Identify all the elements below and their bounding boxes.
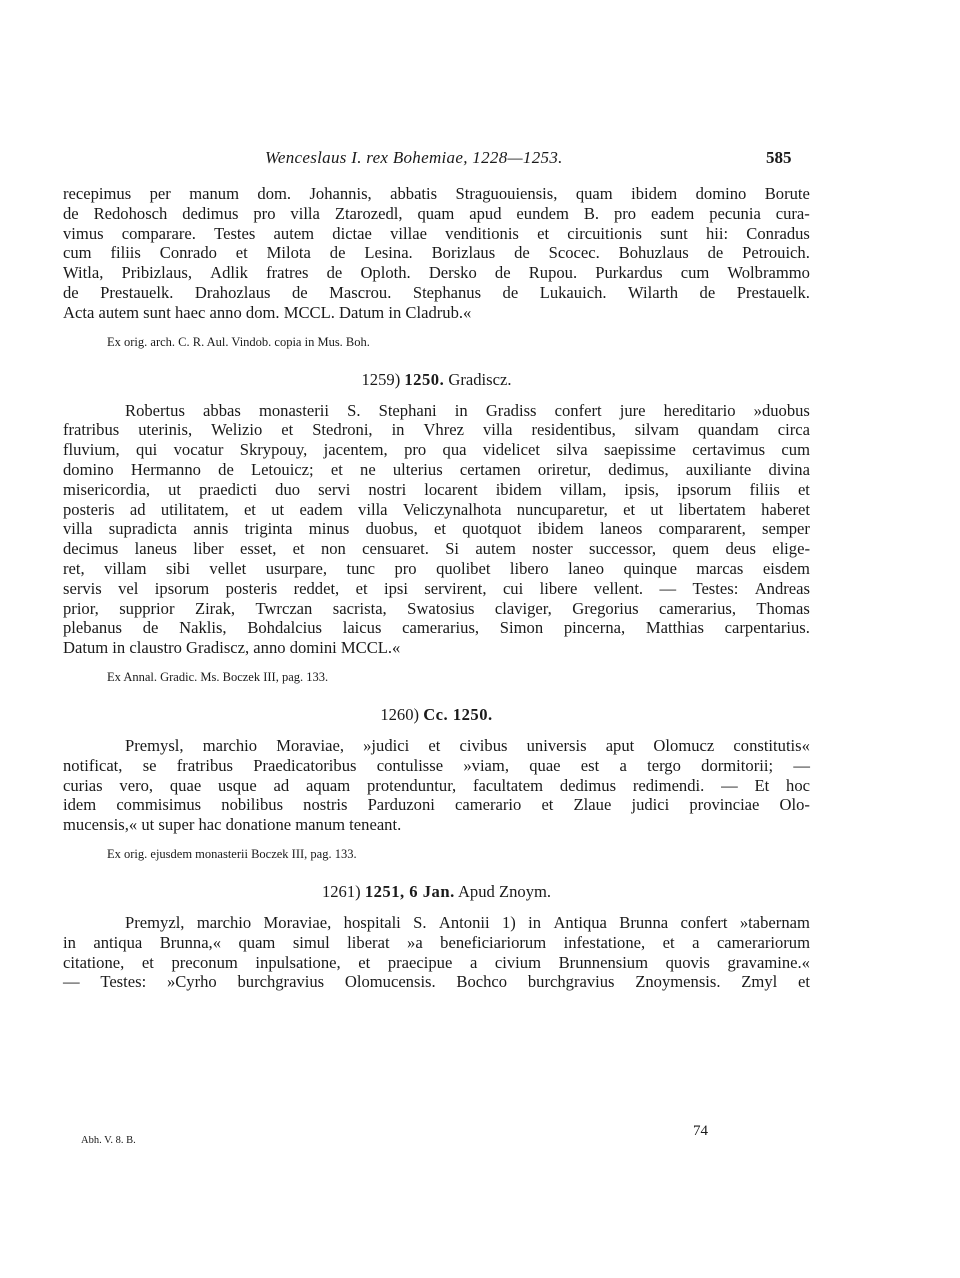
running-title: Wenceslaus I. rex Bohemiae, 1228—1253. [265, 148, 563, 167]
entry-date: 1251, 6 Jan. [364, 881, 455, 901]
text-line: Witla, Pribizlaus, Adlik fratres de Oploth. Dersko de Rupou. Purkardus cum Wolbrammo [63, 263, 810, 283]
text-line: de Prestauelk. Drahozlaus de Mascrou. Stephanus de Lukauich. Wilarth de Prestauelk. [63, 282, 810, 302]
text-line: misericordia, ut praedicti duo servi nostri locarent ibidem villam, ipsis, ipsorum filiis et [63, 479, 810, 499]
entry-text [63, 401, 810, 658]
page-header [0, 148, 960, 170]
sheet-number: 74 [693, 1123, 708, 1139]
text-line: Premysl, marchio Moraviae, »judici et civibus universis aput Olomucz constitutis« [125, 735, 810, 755]
text-line: idem commisimus nobilibus nostris Parduzoni camerario et Zlaue judici provinciae Olo- [63, 795, 810, 815]
printer-signature: Abh. V. 8. B. [81, 1135, 136, 1146]
page-number: 585 [766, 148, 792, 167]
text-line: decimus laneus liber esset, et non censuaret. Si autem noster successor, quem deus elige- [63, 539, 810, 559]
text-line: posteris ad utilitatem, et ut eadem villa Veliczynalhota nuncuparetur, et ut libertatem haberet [63, 499, 810, 519]
entry-number: 1260) [380, 704, 420, 724]
text-line: servis vel ipsorum posteris reddet, et ipsi servirent, cui libere vellent. — Testes: Andreas [63, 578, 810, 598]
page-footer [63, 1123, 810, 1151]
source-note: Ex orig. arch. C. R. Aul. Vindob. copia in Mus. Boh. [107, 334, 370, 349]
text-line: citatione, et preconum inpulsatione, et praecipue a civium Brunnensium quovis gravamine.« [63, 952, 810, 972]
entry-text [63, 736, 810, 835]
text-line: plebanus de Naklis, Bohdalcius laicus camerarius, Simon pincerna, Matthias carpentarius. [63, 618, 810, 638]
document-body [63, 184, 810, 992]
text-line: mucensis,« ut super hac donatione manum teneant. [63, 815, 402, 835]
text-line: fluvium, qui vocatur Skrypouy, jacentem, pro qua videlicet silva saepissime certavimus cum [63, 440, 810, 460]
text-line: Acta autem sunt haec anno dom. MCCL. Datum in Cladrub.« [63, 302, 472, 322]
entry-date: Cc. 1250. [423, 704, 493, 724]
text-line: Datum in claustro Gradiscz, anno domini MCCL.« [63, 638, 401, 658]
source-note: Ex orig. ejusdem monasterii Boczek III, pag. 133. [107, 846, 357, 861]
continuation-text [63, 184, 810, 323]
text-line: — Testes: »Cyrho burchgravius Olomucensis. Bochco burchgravius Znoymensis. Zmyl et [63, 972, 810, 992]
text-line: curias vero, quae usque ad aquam protenduntur, facultatem dedimus redimendi. — Et hoc [63, 775, 810, 795]
entry-heading [63, 369, 810, 391]
entry-number: 1261) [321, 881, 361, 901]
entry-heading [63, 704, 810, 726]
text-line: Robertus abbas monasterii S. Stephani in Gradiss confert jure hereditario »duobus [125, 400, 810, 420]
entry-heading [63, 881, 810, 903]
source-note: Ex Annal. Gradic. Ms. Boczek III, pag. 133. [107, 669, 329, 684]
text-line: notificat, se fratribus Praedicatoribus contulisse »viam, quae est a tergo dormitorii; — [63, 755, 810, 775]
text-line: villa supradicta annis triginta minus duobus, et quotquot ibidem laneos compararent, semper [63, 519, 810, 539]
entry-text [63, 913, 810, 992]
entry-place: Gradiscz. [448, 369, 512, 389]
text-line: cum filiis Conrado et Milota de Lesina. Borizlaus de Scocec. Bohuzlaus de Petrouich. [63, 243, 810, 263]
entry-number: 1259) [361, 369, 401, 389]
text-line: vimus comparare. Testes autem dictae villae venditionis et circuitionis sunt hii: Conradus [63, 223, 810, 243]
text-line: domino Hermanno de Letouicz; et ne ulterius certamen oriretur, dedimus, auxiliante divina [63, 459, 810, 479]
text-line: fratribus uterinis, Welizio et Stedroni, in Vhrez villa residentibus, silvam quandam circa [63, 420, 810, 440]
entry-date: 1250. [404, 369, 445, 389]
text-line: Premyzl, marchio Moraviae, hospitali S. Antonii 1) in Antiqua Brunna confert »tabernam [125, 912, 810, 932]
text-line: de Redohosch dedimus pro villa Ztarozedl, quam apud eundem B. pro eadem pecunia cura- [63, 203, 810, 223]
text-line: ret, villam sibi vellet usurpare, tunc pro quolibet libero laneo quinque marcas eisdem [63, 558, 810, 578]
text-line: in antiqua Brunna,« quam simul liberat »a beneficiariorum infestatione, et a camerariorum [63, 932, 810, 952]
entry-place: Apud Znoym. [457, 881, 552, 901]
text-line: prior, supprior Zirak, Twrczan sacrista, Swatosius claviger, Gregorius camerarius, Thomas [63, 598, 810, 618]
text-line: recepimus per manum dom. Johannis, abbatis Straguouiensis, quam ibidem domino Borute [63, 184, 810, 203]
